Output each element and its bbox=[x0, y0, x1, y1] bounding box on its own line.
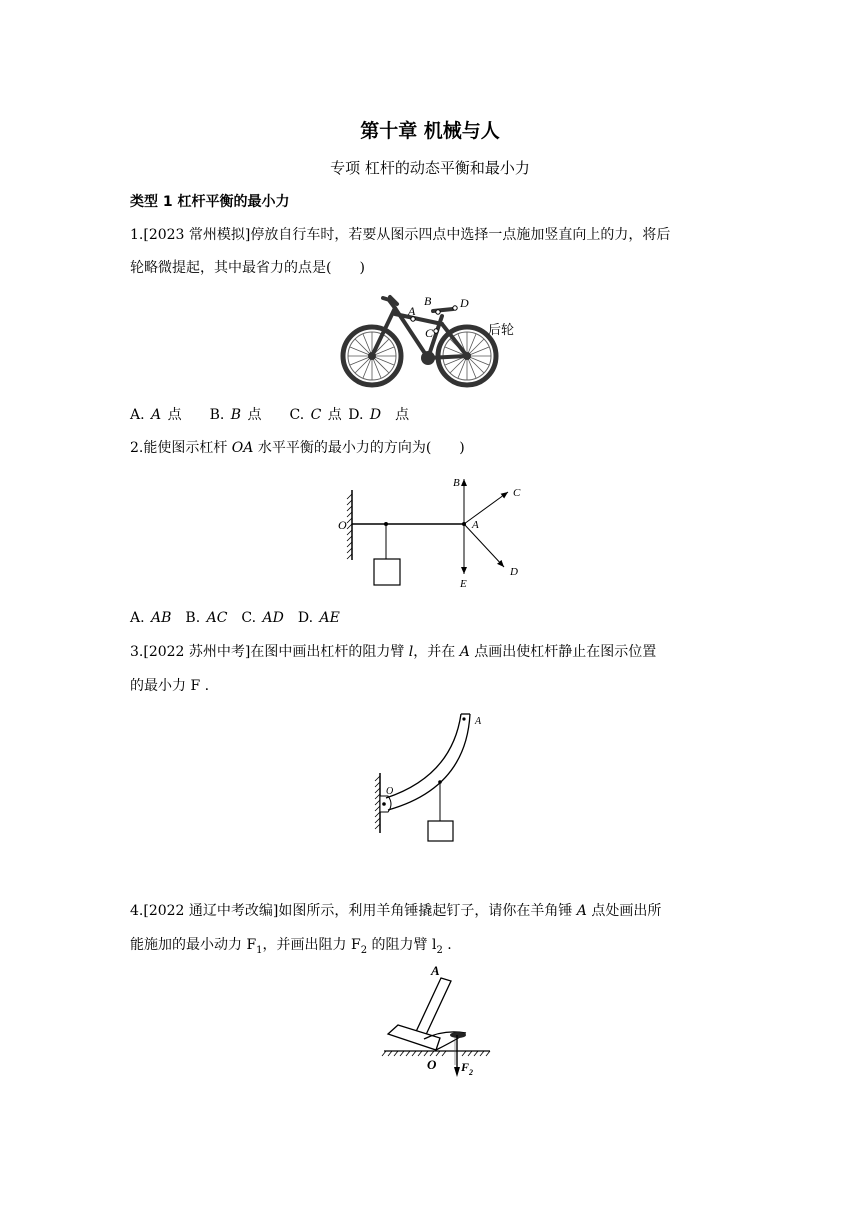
label-O: O bbox=[427, 1057, 437, 1072]
curved-lever-figure bbox=[370, 708, 500, 843]
q2-options: A. 𝐴𝐵 B. 𝐴𝐶 C. 𝐴𝐷 D. 𝐴𝐸 bbox=[130, 610, 340, 626]
label-B: B bbox=[424, 294, 432, 308]
label-C: C bbox=[513, 487, 521, 499]
label-B: B bbox=[453, 477, 460, 489]
type-heading: 类型 1 杠杆平衡的最小力 bbox=[130, 194, 290, 210]
label-C: C bbox=[425, 326, 434, 340]
q4-text-line1: 4.[2022 通辽中考改编]如图所示，利用羊角锤撬起钉子，请你在羊角锤 𝐴 点处画出所 bbox=[130, 903, 662, 919]
label-O: O bbox=[338, 518, 347, 532]
label-A: A bbox=[408, 304, 416, 318]
hammer-head bbox=[388, 1025, 440, 1050]
label-A: A bbox=[472, 519, 479, 531]
q1-options: A. 𝐴 点 B. 𝐵 点 C. 𝐶 点 D. 𝐷 点 bbox=[130, 407, 410, 423]
chapter-title: 第十章 机械与人 bbox=[360, 120, 500, 142]
label-rear-wheel: 后轮 bbox=[488, 322, 515, 337]
q2-text: 2.能使图示杠杆 𝑂𝐴 水平平衡的最小力的方向为( ) bbox=[130, 440, 465, 456]
q3-text-line1: 3.[2022 苏州中考]在图中画出杠杆的阻力臂 𝑙，并在 𝐴 点画出使杠杆静止在图示位置 bbox=[130, 644, 657, 660]
label-F2: $F_2$ bbox=[461, 1060, 474, 1077]
section-subtitle: 专项 杠杆的动态平衡和最小力 bbox=[330, 159, 530, 177]
force-F2-arrow bbox=[454, 1067, 460, 1077]
crank bbox=[421, 351, 435, 365]
bicycle-figure bbox=[335, 292, 525, 392]
hammer-figure bbox=[378, 963, 498, 1085]
arrow-AC bbox=[464, 492, 508, 524]
label-E: E bbox=[460, 578, 467, 590]
label-A: A bbox=[475, 716, 482, 727]
arrow-AD bbox=[464, 524, 504, 567]
q1-text-line2: 轮略微提起，其中最省力的点是( ) bbox=[130, 260, 365, 276]
lever-figure bbox=[334, 472, 534, 594]
weight-block bbox=[374, 559, 400, 585]
nail-head bbox=[450, 1032, 466, 1038]
label-O: O bbox=[386, 786, 394, 797]
bike-frame bbox=[372, 297, 467, 358]
q4-text-line2: 能施加的最小动力 $F_1$，并画出阻力 $F_2$ 的阻力臂 $l_2$ . bbox=[130, 937, 452, 956]
label-D: D bbox=[510, 566, 518, 578]
label-D: D bbox=[460, 296, 469, 310]
hammer-handle bbox=[414, 978, 451, 1039]
weight-block bbox=[428, 821, 453, 841]
q1-text-line1: 1.[2023 常州模拟]停放自行车时，若要从图示四点中选择一点施加竖直向上的力，将后 bbox=[130, 227, 671, 243]
q3-text-line2: 的最小力 F . bbox=[130, 678, 210, 694]
label-A: A bbox=[431, 963, 440, 978]
